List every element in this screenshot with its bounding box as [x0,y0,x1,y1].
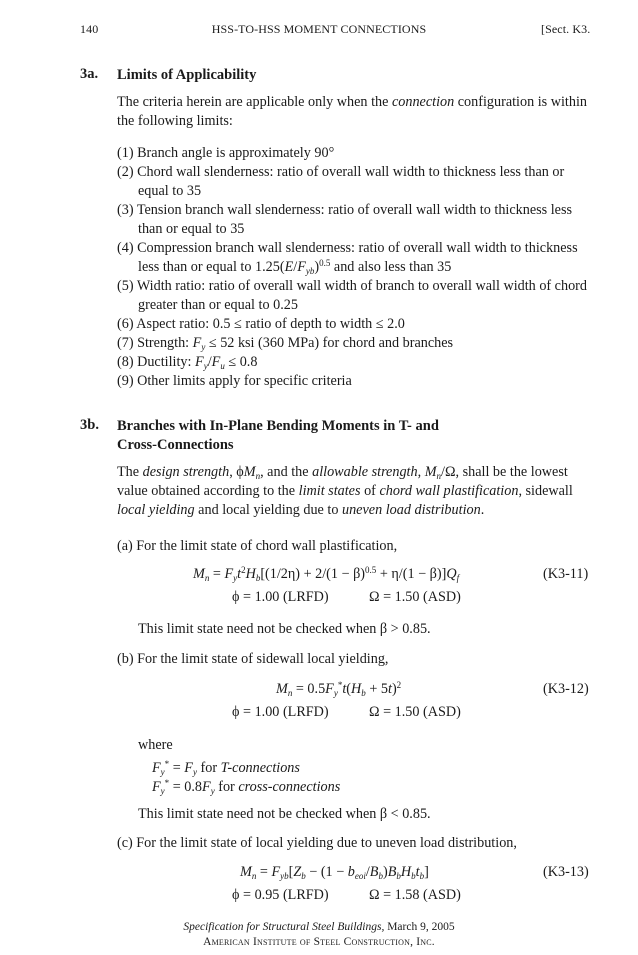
limit-item: (8) Ductility: $F_y/F_u \le 0.8$ [117,354,258,371]
limit-item: (6) Aspect ratio: 0.5 ≤ ratio of depth to width ≤ 2.0 [117,316,405,332]
definition-cross-connections: $F_y^* = 0.8F_y$ for cross-connections [152,778,341,796]
section-3a-title: Limits of Applicability [117,67,257,83]
footer-specification: Specification for Structural Steel Buildings, March 9, 2005 [183,921,455,933]
safety-factor: Ω = 1.50 (ASD) [369,704,461,720]
limit-item: (1) Branch angle is approximately 90° [117,145,335,161]
section-3b-paragraph: The design strength, $\phi M_n$, and the allowable strength, $M_n/\Omega$, shall be the lowest value obtained according to the limit states of chord wall plastification, sidewall local yielding and local yielding due to uneven load distribution. [117,464,573,518]
case-b-note: This limit state need not be checked when β < 0.85. [138,806,431,822]
equation-k3-11: $M_n = F_yt^2H_b[(1/2\eta) + 2/(1 - \beta)^{0.5} + \eta/(1 - \beta)]Q_f$ [193,565,460,583]
resistance-factor: ϕ = 0.95 (LRFD) [232,887,329,903]
limit-item: (3) Tension branch wall slenderness: ratio of overall wall width to thickness less than or equal to 35 [117,202,573,237]
case-c-label: (c) For the limit state of local yielding due to uneven load distribution, [117,835,517,851]
equation-k3-13: $M_n = F_{yb}[Z_b - (1 - b_{eoi}/B_b)B_bH_bt_b]$ [240,864,429,881]
limits-list [117,144,597,391]
where-label: where [138,737,173,753]
safety-factor: Ω = 1.50 (ASD) [369,589,461,605]
footer-publisher: American Institute of Steel Construction, Inc. [203,936,435,948]
section-3a-number: 3a. [80,66,99,82]
resistance-factor: ϕ = 1.00 (LRFD) [232,589,329,605]
page-number: 140 [80,22,99,36]
section-3a-intro: The criteria herein are applicable only when the connection configuration is within the following limits: [117,94,587,129]
equation-number: (K3-12) [543,681,589,697]
equation-number: (K3-13) [543,864,589,880]
resistance-factor: ϕ = 1.00 (LRFD) [232,704,329,720]
case-b-label: (b) For the limit state of sidewall local yielding, [117,651,389,667]
running-title: HSS-TO-HSS MOMENT CONNECTIONS [211,22,427,36]
limit-item: (2) Chord wall slenderness: ratio of overall wall width to thickness less than or equal to 35 [117,164,565,199]
section-reference: [Sect. K3. [541,22,591,36]
limit-item: (4) Compression branch wall slenderness: ratio of overall wall width to thickness less than or equal to $1.25(E/F_{yb})^{0.5}$ and also less than 35 [117,240,578,276]
section-3b-number: 3b. [80,417,99,433]
case-a-note: This limit state need not be checked when β > 0.85. [138,621,431,637]
section-3b-title: Branches with In-Plane Bending Moments in T- and Cross-Connections [117,418,439,453]
limit-item: (9) Other limits apply for specific criteria [117,373,352,389]
safety-factor: Ω = 1.58 (ASD) [369,887,461,903]
equation-k3-12: $M_n = 0.5F_y^*t(H_b + 5t)^2$ [276,680,402,698]
limit-item: (5) Width ratio: ratio of overall wall width of branch to overall wall width of chord greater than or equal to 0.25 [117,278,587,313]
definition-t-connections: $F_y^* = F_y$ for T-connections [152,759,300,777]
equation-number: (K3-11) [543,566,589,582]
case-a-label: (a) For the limit state of chord wall plastification, [117,538,398,554]
limit-item: (7) Strength: $F_y \le 52$ ksi (360 MPa) for chord and branches [117,335,454,352]
